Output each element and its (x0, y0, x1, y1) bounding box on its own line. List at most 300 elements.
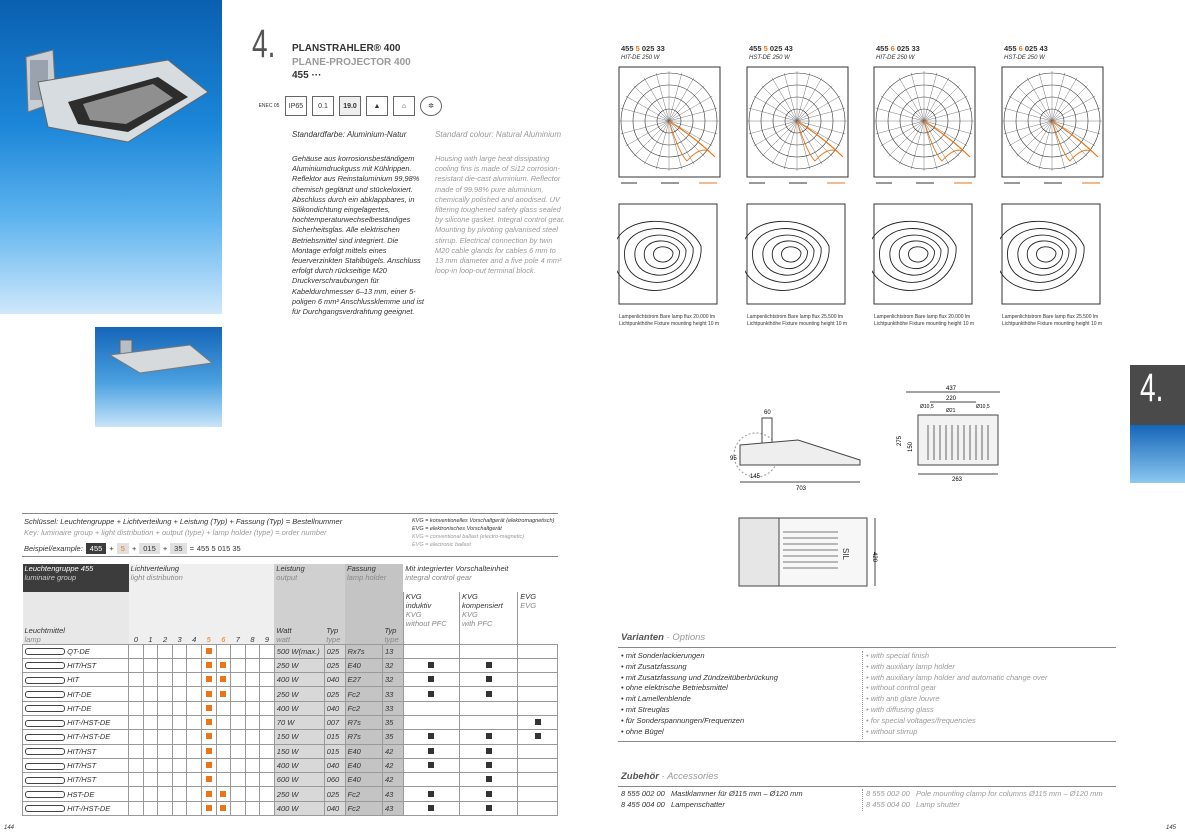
dist-cell (143, 687, 158, 701)
dist-cell (158, 658, 173, 672)
dist-cell (216, 773, 231, 787)
lamp-cell (23, 758, 129, 772)
dist-cell (143, 673, 158, 687)
dist-cell (129, 758, 144, 772)
lamp-type: HIT/HST (67, 761, 97, 771)
digit: 9 (260, 592, 275, 644)
holder-type-cell: 33 (382, 701, 403, 715)
dist-cell (187, 758, 202, 772)
enec-icon: ENEC 05 (258, 96, 280, 116)
dist-cell (231, 758, 246, 772)
option-item: • ohne elektrische Betriebsmittel (621, 683, 728, 693)
lamp-icon (25, 763, 65, 770)
lamp-cell (23, 701, 129, 715)
dist-marker (206, 805, 212, 811)
dim-703: 703 (796, 486, 807, 492)
dist-cell (187, 673, 202, 687)
lamp-icon (25, 677, 65, 684)
legend-evg-de: EVG = elektronisches Vorschaltgerät (412, 526, 502, 532)
dist-cell (187, 715, 202, 729)
dist-cell (143, 701, 158, 715)
legend-kvg-en: KVG = conventional ballast (electro-magnetic) (412, 534, 525, 540)
dist-cell (216, 758, 231, 772)
h-kvg-komp: KVG kompensiert KVG with PFC (459, 592, 517, 644)
lamp-cell (23, 715, 129, 729)
dist-cell (187, 801, 202, 815)
description-de: Gehäuse aus korrosionsbeständigem Aluminiumdruckguss mit Kühlrippen. Reflektor aus Reinstaluminium 99,98% chemisch geglänzt und stückeloxiert. Abschluss durch ein abklappbares, in Silikondichtung eingelagertes, hochtemperaturwechselbeständiges Sicherheitsglas. Alle elektrischen Betriebsmittel sind integriert. Die Montage erfolgt mittels eines feuerverzinkten Stahlbügels. Anschluss erfolgt durch rückseitige M20 Druckverschraubungen für Kabeldurchmesser 6–13 mm, einer 5-poligen 6 mm² Anschlussklemme und ist für Durchgangsverdrahtung geeignet. (292, 154, 424, 317)
dim-95: 95 (730, 456, 737, 462)
lamp-type: HST-DE (67, 789, 95, 799)
dim-21: Ø21 (946, 408, 956, 414)
dist-cell (143, 758, 158, 772)
watt-cell: 500 W(max.) (274, 644, 324, 658)
lamp-icon (25, 691, 65, 698)
divider (618, 647, 1116, 648)
kvg-komp-cell (459, 787, 517, 801)
dist-cell (245, 644, 260, 658)
dist-cell (172, 744, 187, 758)
evg-cell (518, 644, 558, 658)
dim-275: 275 (897, 435, 903, 446)
dist-cell (260, 701, 275, 715)
dist-cell (129, 801, 144, 815)
evg-cell (518, 801, 558, 815)
isolux-diagram (1000, 202, 1105, 312)
dist-cell (158, 687, 173, 701)
page-number-left: 144 (4, 825, 15, 831)
dist-cell (231, 701, 246, 715)
lamp-icon (25, 720, 65, 727)
dist-cell (158, 744, 173, 758)
dist-cell (129, 658, 144, 672)
dist-cell (158, 644, 173, 658)
digit: 3 (172, 592, 187, 644)
dist-cell (158, 787, 173, 801)
dist-marker (206, 748, 212, 754)
weight-icon: 19.0 (339, 96, 361, 116)
dist-cell (172, 758, 187, 772)
holder-type-cell: 13 (382, 644, 403, 658)
dist-cell (172, 701, 187, 715)
dist-marker (206, 691, 212, 697)
watt-type-cell: 015 (324, 744, 345, 758)
table-row (23, 658, 558, 672)
side-view-drawing (728, 400, 878, 495)
h-htyp: Typ type (382, 592, 403, 644)
check-marker (486, 748, 492, 754)
dist-cell (201, 673, 216, 687)
dist-cell (129, 744, 144, 758)
dist-cell (231, 687, 246, 701)
ex-result: 455 5 015 35 (196, 544, 241, 553)
product-title-en: PLANE-PROJECTOR 400 (292, 57, 411, 68)
watt-cell: 400 W (274, 701, 324, 715)
option-item: • without control gear (866, 683, 937, 693)
kvg-ind-cell (403, 787, 459, 801)
holder-type-cell: 42 (382, 773, 403, 787)
lamp-cell (23, 687, 129, 701)
dist-cell (143, 773, 158, 787)
legend-evg-en: EVG = electronic ballast (412, 542, 471, 548)
evg-cell (518, 687, 558, 701)
isolux-caption: Lampenlichtstrom Bare lamp flux 20.000 lm Lichtpunkthöhe Fixture mounting height 10 m (874, 314, 975, 327)
check-marker (428, 676, 434, 682)
dist-cell (231, 644, 246, 658)
lamp-icon (25, 791, 65, 798)
dist-cell (231, 673, 246, 687)
evg-cell (518, 758, 558, 772)
polar-lamp: HIT-DE 250 W (876, 55, 915, 61)
dist-cell (260, 644, 275, 658)
fan-icon: ✲ (420, 96, 442, 116)
isolux-diagram (872, 202, 977, 312)
lamp-type: HIT/HST (67, 775, 97, 785)
table-row (23, 773, 558, 787)
dist-cell (172, 787, 187, 801)
floodlight-image (8, 42, 213, 152)
svg-text:SIL: SIL (841, 548, 850, 561)
h-watt: Watt watt (274, 592, 324, 644)
standard-colour-de: Standardfarbe: Aluminium-Natur (292, 130, 407, 139)
isolux-caption: Lampenlichtstrom Bare lamp flux 25.500 lm Lichtpunkthöhe Fixture mounting height 10 m (747, 314, 848, 327)
dist-cell (143, 744, 158, 758)
dist-cell (201, 658, 216, 672)
kvg-ind-cell (403, 644, 459, 658)
option-item: • without stirrup (866, 726, 918, 736)
check-marker (486, 791, 492, 797)
page-number-right: 145 (1166, 825, 1177, 831)
ex-dist: 5 (117, 543, 129, 554)
watt-cell: 150 W (274, 730, 324, 744)
dist-cell (129, 687, 144, 701)
check-marker (486, 662, 492, 668)
holder-cell: Fc2 (345, 701, 382, 715)
dist-cell (260, 744, 275, 758)
dist-cell (158, 715, 173, 729)
watt-cell: 400 W (274, 673, 324, 687)
ex-plus: + (109, 544, 114, 553)
divider (22, 556, 558, 557)
check-marker (428, 791, 434, 797)
front-view-drawing (888, 380, 1008, 485)
glass-icon: ▲ (366, 96, 388, 116)
kvg-komp-cell (459, 644, 517, 658)
dist-cell (187, 644, 202, 658)
options-en (866, 651, 1047, 737)
lamp-type: HIT-DE (67, 689, 92, 699)
dist-cell (245, 744, 260, 758)
dist-cell (245, 758, 260, 772)
dist-marker (206, 662, 212, 668)
check-marker (486, 776, 492, 782)
watt-cell: 400 W (274, 758, 324, 772)
divider (862, 789, 863, 811)
lamp-cell (23, 744, 129, 758)
option-item: • with auxiliary lamp holder and automatic change over (866, 672, 1048, 682)
evg-cell (518, 658, 558, 672)
dist-cell (129, 701, 144, 715)
dist-cell (172, 730, 187, 744)
product-title: PLANSTRAHLER® 400 (292, 43, 401, 54)
dist-cell (187, 787, 202, 801)
check-marker (535, 719, 541, 725)
dist-cell (201, 715, 216, 729)
dist-cell (201, 687, 216, 701)
dist-cell (158, 758, 173, 772)
watt-type-cell: 040 (324, 701, 345, 715)
holder-type-cell: 35 (382, 715, 403, 729)
ex-group: 455 (86, 543, 107, 554)
watt-type-cell: 025 (324, 687, 345, 701)
top-view-drawing (733, 512, 883, 592)
lamp-type: HIT (67, 675, 80, 685)
dist-cell (201, 701, 216, 715)
evg-cell (518, 701, 558, 715)
dist-cell (158, 801, 173, 815)
check-marker (428, 733, 434, 739)
lamp-type: QT-DE (67, 646, 90, 656)
lamp-cell (23, 801, 129, 815)
watt-cell: 250 W (274, 658, 324, 672)
watt-type-cell: 025 (324, 787, 345, 801)
divider (862, 651, 863, 739)
dist-cell (143, 658, 158, 672)
option-item: • für Sonderspannungen/Frequenzen (621, 715, 745, 725)
lamp-icon (25, 648, 65, 655)
watt-type-cell: 007 (324, 715, 345, 729)
polar-diagram (1000, 65, 1105, 190)
kvg-komp-cell (459, 658, 517, 672)
option-item: • mit Streuglas (621, 704, 670, 714)
options-title: Varianten · Options (621, 632, 706, 643)
dist-cell (216, 701, 231, 715)
check-marker (535, 733, 541, 739)
kvg-komp-cell (459, 687, 517, 701)
dim-105: Ø10,5 (976, 404, 990, 410)
dist-cell (245, 787, 260, 801)
dist-cell (231, 658, 246, 672)
watt-cell: 150 W (274, 744, 324, 758)
lamp-type: HIT-/HST-DE (67, 718, 111, 728)
lamp-cell (23, 773, 129, 787)
lamp-icon (25, 805, 65, 812)
dist-cell (216, 744, 231, 758)
digit: 8 (245, 592, 260, 644)
dist-cell (158, 730, 173, 744)
watt-type-cell: 025 (324, 644, 345, 658)
kvg-komp-cell (459, 730, 517, 744)
option-item: • ohne Bügel (621, 726, 664, 736)
isolux-diagram (745, 202, 850, 312)
dist-cell (187, 701, 202, 715)
dist-cell (172, 715, 187, 729)
ex-equals: = (189, 544, 194, 553)
h-lamp: Leuchtmittel lamp (23, 592, 129, 644)
kvg-ind-cell (403, 658, 459, 672)
digit: 5 (201, 592, 216, 644)
option-item: • with special finish (866, 651, 930, 660)
certification-symbols (258, 96, 442, 116)
chapter-number: 4. (252, 22, 276, 66)
check-marker (428, 662, 434, 668)
lamp-icon (25, 748, 65, 755)
dist-cell (143, 644, 158, 658)
dist-cell (187, 658, 202, 672)
chapter-tab-image (1130, 425, 1185, 483)
evg-cell (518, 715, 558, 729)
isolux-diagram (617, 202, 722, 312)
dist-cell (129, 673, 144, 687)
dist-cell (260, 730, 275, 744)
dist-cell (172, 673, 187, 687)
polar-diagram (872, 65, 977, 190)
holder-cell: E40 (345, 744, 382, 758)
dist-cell (216, 787, 231, 801)
digit: 7 (231, 592, 246, 644)
polar-order-number: 455 5 025 33 (621, 44, 665, 53)
watt-cell: 250 W (274, 787, 324, 801)
holder-cell: E40 (345, 773, 382, 787)
isolux-caption: Lampenlichtstrom Bare lamp flux 20.000 lm Lichtpunkthöhe Fixture mounting height 10 m (619, 314, 720, 327)
dist-marker (220, 662, 226, 668)
dist-cell (231, 730, 246, 744)
digit: 0 (129, 592, 144, 644)
lamp-type: HIT/HST (67, 660, 97, 670)
dist-cell (216, 730, 231, 744)
watt-cell: 250 W (274, 687, 324, 701)
watt-type-cell: 025 (324, 658, 345, 672)
digit: 1 (143, 592, 158, 644)
kvg-ind-cell (403, 758, 459, 772)
dist-cell (172, 773, 187, 787)
dist-cell (187, 730, 202, 744)
h-output: Leistung output (274, 564, 345, 592)
dist-cell (129, 715, 144, 729)
dist-cell (260, 715, 275, 729)
floodlight-thumb-image (100, 335, 215, 380)
ip65-icon: IP65 (285, 96, 307, 116)
h-holder: Fassung lamp holder (345, 564, 403, 592)
divider (618, 741, 1116, 742)
kvg-komp-cell (459, 801, 517, 815)
dist-cell (201, 801, 216, 815)
dist-marker (220, 676, 226, 682)
dist-cell (231, 744, 246, 758)
lamp-cell (23, 787, 129, 801)
dist-cell (245, 658, 260, 672)
accessories-de: 8 555 002 00 Mastklammer für Ø115 mm – Ø120 mm 8 455 004 00 Lampenschatter (621, 789, 803, 809)
dist-cell (245, 730, 260, 744)
table-row (23, 701, 558, 715)
polar-diagram (745, 65, 850, 190)
dist-cell (201, 730, 216, 744)
lamp-cell (23, 673, 129, 687)
dim-263: 263 (952, 477, 963, 483)
table-row (23, 687, 558, 701)
lamp-cell (23, 658, 129, 672)
dist-marker (220, 805, 226, 811)
dist-cell (172, 687, 187, 701)
h-evg: EVG EVG (518, 592, 558, 644)
table-row (23, 744, 558, 758)
option-item: • mit Zusatzfassung (621, 661, 687, 671)
h-gear: Mit integrierter Vorschalteinheit integral control gear (405, 564, 509, 582)
product-code: 455 ··· (292, 70, 322, 81)
lamp-type: HIT-DE (67, 703, 92, 713)
check-marker (486, 762, 492, 768)
dist-cell (187, 687, 202, 701)
description-en: Housing with large heat dissipating cooling fins is made of Si12 corrosion-resistant die-cast aluminium. Reflector made of 99.98% pure aluminium, chemically polished and anodised. UV filtering toughened safety glass sealed by silicone gasket. Integral control gear. Mounting by pivoting galvanised steel stirrup. Electrical connection by twin M20 cable glands for cables 6 mm to 13 mm diameter and a five pole 4 mm² loop-in loop-out terminal block. (435, 154, 565, 276)
divider (22, 513, 558, 514)
check-marker (486, 676, 492, 682)
dist-cell (143, 787, 158, 801)
holder-type-cell: 35 (382, 730, 403, 744)
dist-cell (231, 801, 246, 815)
dist-cell (201, 773, 216, 787)
polar-lamp: HST-DE 250 W (749, 55, 790, 61)
dist-cell (129, 644, 144, 658)
dist-cell (260, 787, 275, 801)
polar-order-number: 455 5 025 43 (749, 44, 793, 53)
dist-cell (245, 701, 260, 715)
polar-diagram (617, 65, 722, 190)
option-item: • with auxiliary lamp holder (866, 661, 955, 671)
holder-type-cell: 32 (382, 658, 403, 672)
kvg-komp-cell (459, 715, 517, 729)
holder-cell: Fc2 (345, 787, 382, 801)
kvg-komp-cell (459, 673, 517, 687)
check-marker (428, 748, 434, 754)
evg-cell (518, 787, 558, 801)
dist-marker (220, 791, 226, 797)
dist-marker (206, 791, 212, 797)
accessories-title: Zubehör · Accessories (621, 771, 719, 782)
ex-holder: 35 (170, 543, 186, 554)
watt-type-cell: 040 (324, 673, 345, 687)
lamp-cell (23, 730, 129, 744)
watt-type-cell: 040 (324, 801, 345, 815)
option-item: • mit Sonderlackierungen (621, 651, 705, 660)
dist-cell (143, 715, 158, 729)
holder-cell: R7s (345, 715, 382, 729)
lamp-icon (25, 705, 65, 712)
holder-type-cell: 32 (382, 673, 403, 687)
dist-cell (216, 673, 231, 687)
kvg-ind-cell (403, 701, 459, 715)
key-en: Key: luminaire group + light distribution + output (type) + lamp holder (type) = order number (24, 528, 327, 537)
dist-cell (245, 715, 260, 729)
digit: 6 (216, 592, 231, 644)
polar-lamp: HST-DE 250 W (1004, 55, 1045, 61)
kvg-ind-cell (403, 744, 459, 758)
dist-cell (260, 687, 275, 701)
dist-marker (206, 648, 212, 654)
dist-cell (201, 758, 216, 772)
evg-cell (518, 673, 558, 687)
dist-cell (172, 658, 187, 672)
kvg-komp-cell (459, 758, 517, 772)
dist-marker (206, 733, 212, 739)
option-item: • with anti glare louvre (866, 694, 940, 704)
dist-cell (216, 658, 231, 672)
table-row (23, 787, 558, 801)
chapter-tab-number: 4. (1140, 366, 1164, 410)
check-marker (428, 805, 434, 811)
digit: 2 (158, 592, 173, 644)
dist-cell (245, 801, 260, 815)
ballast-legend (412, 517, 554, 549)
accessories-en: 8 555 002 00 Pole mounting clamp for columns Ø115 mm – Ø120 mm 8 455 004 00 Lamp shutter (866, 789, 1103, 809)
